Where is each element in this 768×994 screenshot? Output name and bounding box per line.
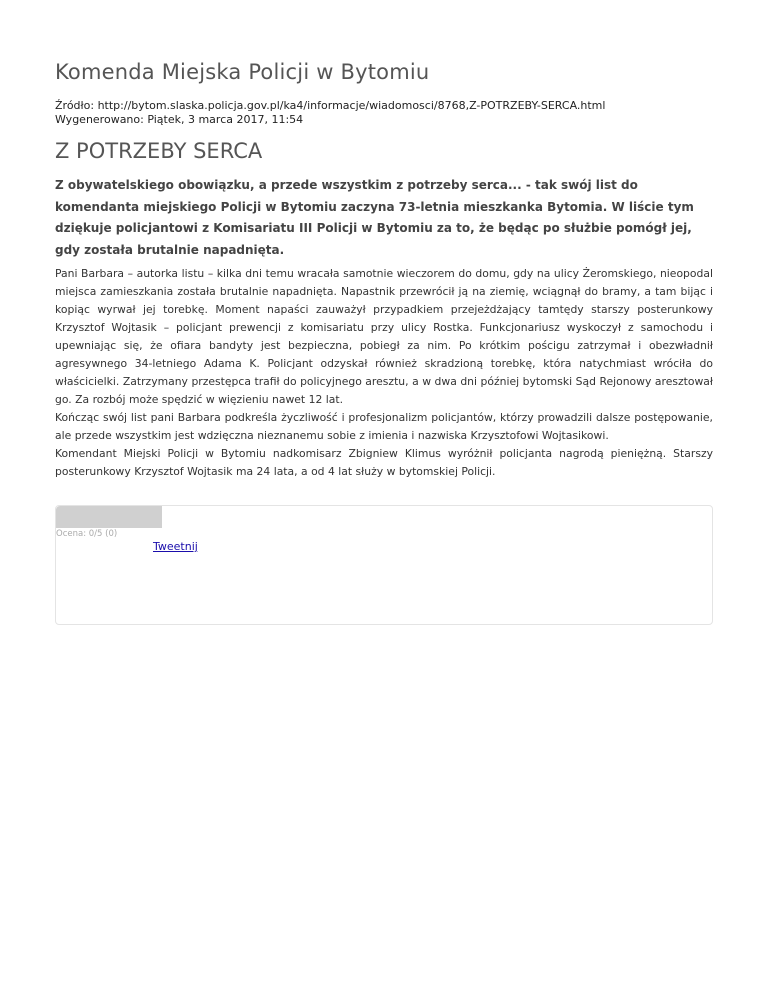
article-paragraph: Kończąc swój list pani Barbara podkreśla życzliwość i profesjonalizm policjantów, którzy prowadzili dalsze postępowanie, ale przede wszystkim jest wdzięczna nieznanemu sobie z imienia i nazwiska Krzysztofowi Wojtasikowi. bbox=[55, 411, 713, 442]
rating-label: Ocena: 0/5 (0) bbox=[56, 529, 118, 539]
source-url: Źródło: http://bytom.slaska.policja.gov.pl/ka4/informacje/wiadomosci/8768,Z-POTRZEBY-SERCA.html bbox=[55, 99, 606, 112]
tweet-link[interactable]: Tweetnij bbox=[153, 540, 198, 553]
article-paragraph: Komendant Miejski Policji w Bytomiu nadkomisarz Zbigniew Klimus wyróżnił policjanta nagrodą pieniężną. Starszy posterunkowy Krzysztof Wojtasik ma 24 lata, a od 4 lat służy w bytomskiej Policji. bbox=[55, 447, 713, 478]
generated-date: Wygenerowano: Piątek, 3 marca 2017, 11:54 bbox=[55, 113, 304, 126]
article-lead: Z obywatelskiego obowiązku, a przede wszystkim z potrzeby serca... - tak swój list do komendanta miejskiego Policji w Bytomiu zaczyna 73-letnia mieszkanka Bytomia. W liście tym dziękuje policjantowi z Komisariatu III Policji w Bytomiu za to, że będąc po służbie pomógł jej, gdy została brutalnie napadnięta. bbox=[55, 178, 694, 257]
article-title: Z POTRZEBY SERCA bbox=[55, 139, 263, 163]
article-body bbox=[55, 265, 713, 481]
rating-panel bbox=[55, 505, 713, 625]
article-paragraph: Pani Barbara – autorka listu – kilka dni temu wracała samotnie wieczorem do domu, gdy na ulicy Żeromskiego, nieopodal miejsca zamieszkania została brutalnie napadnięta. Napastnik przewrócił ją na ziemię, wciągnął do bramy, a tam bijąc i kopiąc wyrwał jej torebkę. Moment napaści zauważył przypadkiem przejeżdżający tamtędy starszy posterunkowy Krzysztof Wojtasik – policjant prewencji z komisariatu przy ulicy Rostka. Funkcjonariusz wyskoczył z samochodu i upewniając się, że ofiara bandyty jest bezpieczna, pobiegł za nim. Po krótkim pościgu zatrzymał i obezwładnił agresywnego 34-letniego Adama K. Policjant odzyskał również skradzioną torebkę, która natychmiast wróciła do właścicielki. Zatrzymany przestępca trafił do policyjnego aresztu, a w dwa dni później bytomski Sąd Rejonowy aresztował go. Za rozbój może spędzić w więzieniu nawet 12 lat. bbox=[55, 267, 713, 406]
rating-stars-bar[interactable] bbox=[56, 506, 162, 528]
site-title: Komenda Miejska Policji w Bytomiu bbox=[55, 60, 430, 84]
print-meta bbox=[55, 99, 605, 127]
